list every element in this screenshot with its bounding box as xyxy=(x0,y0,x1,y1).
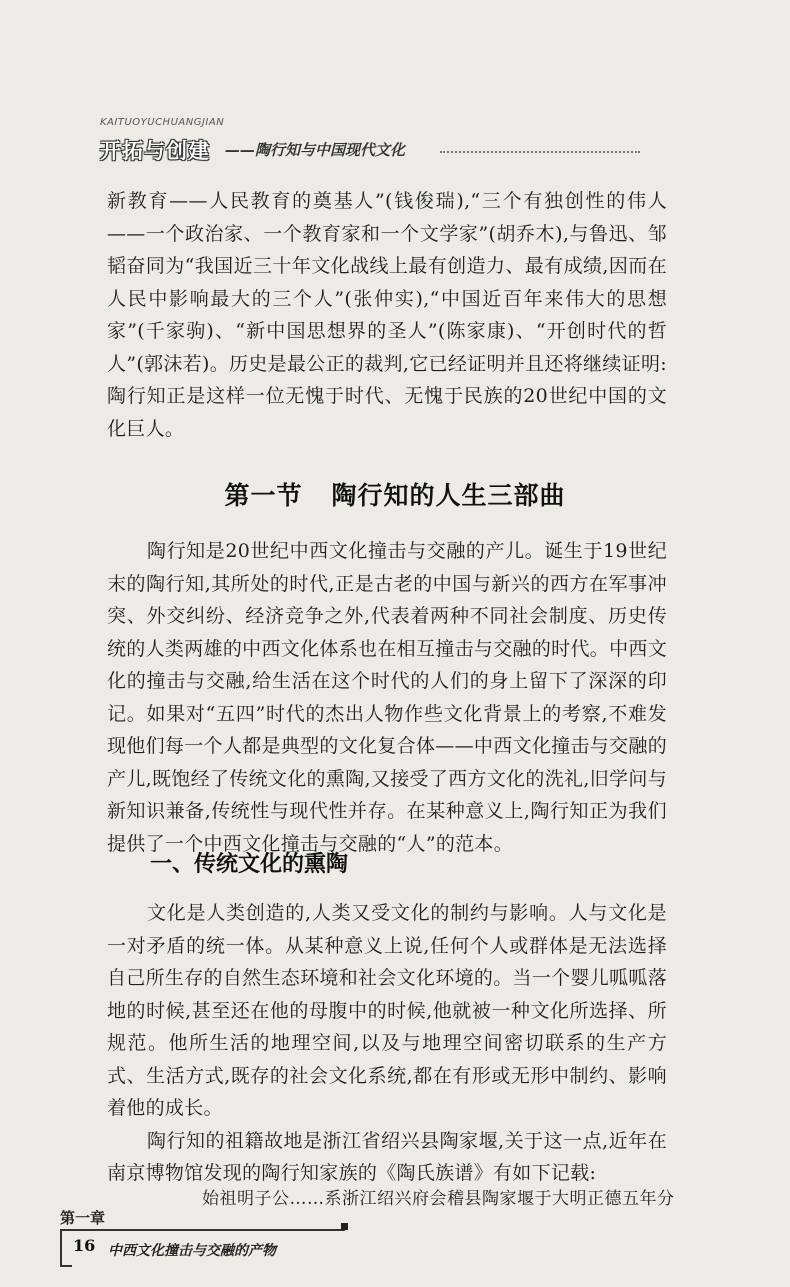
header-dotted-rule xyxy=(440,151,640,153)
subsection-body xyxy=(107,897,667,1190)
subsection-paragraph-1: 文化是人类创造的,人类又受文化的制约与影响。人与文化是一对矛盾的统一体。从某种意义上说,任何个人或群体是无法选择自己所生存的自然生态环境和社会文化环境的。当一个婴儿呱呱落地的时候,甚至还在他的母腹中的时候,他就被一种文化所选择、所规范。他所生活的地理空间,以及与地理空间密切联系的生产方式、生活方式,既存的社会文化系统,都在有形或无形中制约、影响着他的成长。 xyxy=(107,902,667,1119)
section-paragraph: 陶行知是20世纪中西文化撞击与交融的产儿。诞生于19世纪末的陶行知,其所处的时代,正是古老的中国与新兴的西方在军事冲突、外交纠纷、经济竞争之外,代表着两种不同社会制度、历史传统的人类两雄的中西文化体系也在相互撞击与交融的时代。中西文化的撞击与交融,给生活在这个时代的人们的身上留下了深深的印记。如果对“五四”时代的杰出人物作些文化背景上的考察,不难发现他们每一个人都是典型的文化复合体——中西文化撞击与交融的产儿,既饱经了传统文化的熏陶,又接受了西方文化的洗礼,旧学问与新知识兼备,传统性与现代性并存。在某种意义上,陶行知正为我们提供了一个中西文化撞击与交融的“人”的范本。 xyxy=(107,540,667,855)
footer-rule xyxy=(60,1229,345,1231)
footer-square-marker xyxy=(341,1223,348,1230)
footer-chapter-title: 中西文化撞击与交融的产物 xyxy=(108,1243,276,1259)
footer-chapter-label: 第一章 xyxy=(60,1209,106,1227)
section-body xyxy=(107,535,667,860)
footer-bracket xyxy=(60,1229,72,1267)
intro-paragraph: 新教育——人民教育的奠基人”(钱俊瑞),“三个有独创性的伟人——一个政治家、一个教育家和一个文学家”(胡乔木),与鲁迅、邹韬奋同为“我国近三十年文化战线上最有创造力、最有成绩,因而在人民中影响最大的三个人”(张仲实),“中国近百年来伟大的思想家”(千家驹)、“新中国思想界的圣人”(陈家康)、“开创时代的哲人”(郭沫若)。历史是最公正的裁判,它已经证明并且还将继续证明:陶行知正是这样一位无愧于时代、无愧于民族的20世纪中国的文化巨人。 xyxy=(107,190,667,440)
header-pinyin: KAITUOYUCHUANGJIAN xyxy=(100,117,225,128)
page-number: 16 xyxy=(73,1236,96,1255)
genealogy-quote: 始祖明子公……系浙江绍兴府会稽县陶家堰于大明正德五年分 xyxy=(202,1189,675,1209)
header-book-subtitle: ——陶行知与中国现代文化 xyxy=(225,141,406,159)
section-heading: 第一节 陶行知的人生三部曲 xyxy=(224,481,566,510)
subsection-heading: 一、传统文化的熏陶 xyxy=(150,852,349,877)
subsection-paragraph-2: 陶行知的祖籍故地是浙江省绍兴县陶家堰,关于这一点,近年在南京博物馆发现的陶行知家族的《陶氏族谱》有如下记载: xyxy=(107,1129,667,1184)
header-series-title: 开拓与创建 xyxy=(100,139,210,163)
intro-block xyxy=(107,185,667,445)
